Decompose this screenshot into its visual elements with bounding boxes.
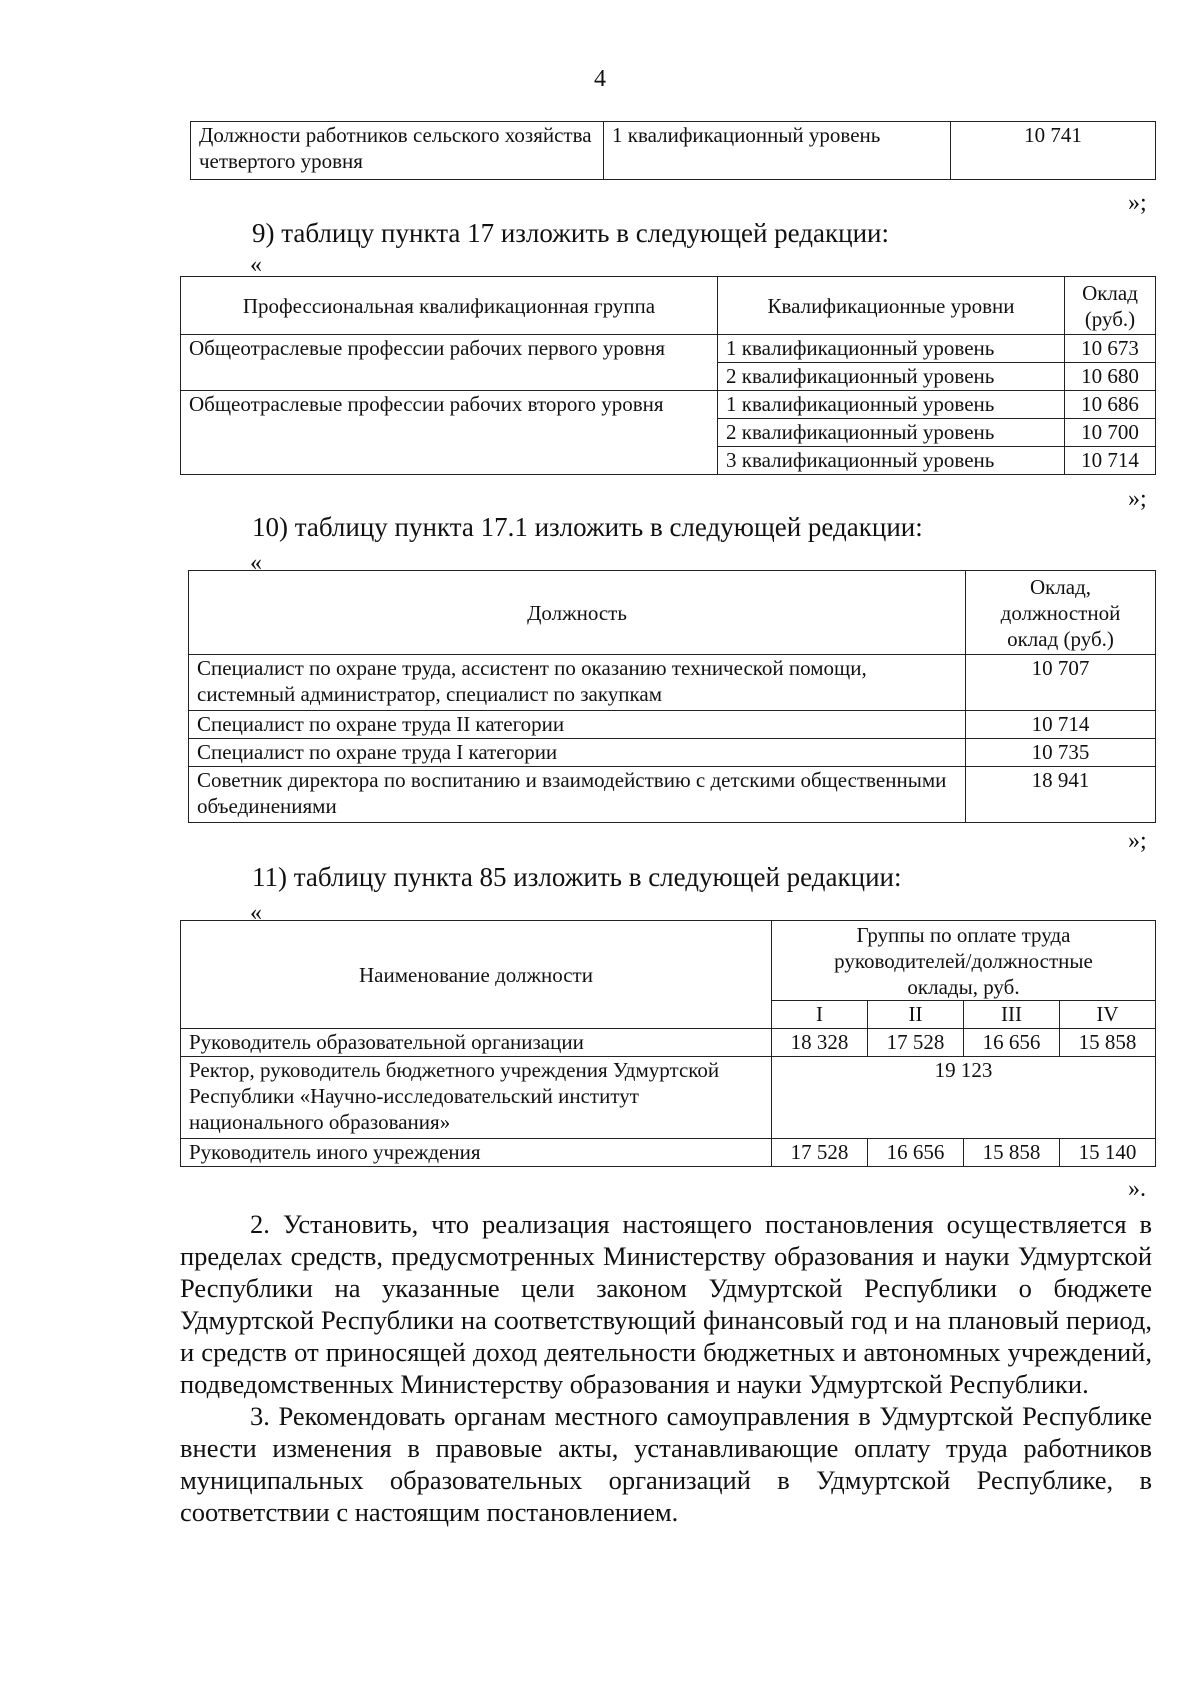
position-cell: Советник директора по воспитанию и взаимодействию с детскими общественными объединениями	[189, 767, 966, 823]
name-cell: Ректор, руководитель бюджетного учреждения Удмуртской Республики «Научно-исследовательский институт национального образования»	[181, 1057, 772, 1139]
level-cell: 2 квалификационный уровень	[718, 363, 1065, 391]
opening-quote-mark: «	[250, 550, 262, 576]
table-header-row	[181, 277, 1156, 335]
header-cell: Группы по оплате труда руководителей/должностные оклады, руб.	[772, 921, 1156, 1001]
header-cell: Наименование должности	[181, 921, 772, 1029]
table-header-row	[181, 921, 1156, 1001]
table-row	[181, 335, 1156, 363]
position-cell: Специалист по охране труда II категории	[189, 711, 966, 739]
value-cell: 15 858	[1059, 1029, 1155, 1057]
level-cell: 1 квалификационный уровень	[718, 391, 1065, 419]
salary-cell: 10 673	[1065, 335, 1156, 363]
table-row	[181, 1057, 1156, 1139]
salary-cell: 10 714	[1065, 447, 1156, 475]
header-cell: Квалификационные уровни	[718, 277, 1065, 335]
value-cell: 15 140	[1059, 1139, 1155, 1167]
continuation-table	[190, 121, 1156, 180]
table-header-row	[189, 571, 1156, 655]
salary-cell: 10 707	[966, 655, 1156, 711]
level-cell: 2 квалификационный уровень	[718, 419, 1065, 447]
group-header-cell: II	[867, 1001, 963, 1029]
table-cell: 10 741	[951, 122, 1156, 180]
item10-heading: 10) таблицу пункта 17.1 изложить в следующей редакции:	[252, 512, 923, 542]
table-row	[181, 391, 1156, 419]
group-header-cell: I	[772, 1001, 868, 1029]
item10-table	[188, 570, 1156, 823]
closing-quote-mark: »;	[1128, 828, 1147, 854]
table-row	[181, 1139, 1156, 1167]
header-cell: Должность	[189, 571, 966, 655]
salary-cell: 10 680	[1065, 363, 1156, 391]
value-cell: 16 656	[867, 1139, 963, 1167]
salary-cell: 10 714	[966, 711, 1156, 739]
salary-cell: 18 941	[966, 767, 1156, 823]
name-cell: Руководитель иного учреждения	[181, 1139, 772, 1167]
table-row	[189, 711, 1156, 739]
table-row	[189, 655, 1156, 711]
item11-table	[180, 920, 1156, 1167]
paragraph-2: 2. Установить, что реализация настоящего постановления осуществляется в пределах средств, предусмотренных Министерству образования и науки Удмуртской Республики на указанные цели законом Удмуртской Республики о бюджете Удмуртской Республики на соответствующий финансовый год и на плановый период, и средств от приносящей доход деятельности бюджетных и автономных учреждений, подведомственных Министерству образования и науки Удмуртской Республики.	[180, 1209, 1152, 1399]
level-cell: 3 квалификационный уровень	[718, 447, 1065, 475]
header-cell: Оклад (руб.)	[1065, 277, 1156, 335]
group-cell: Общеотраслевые профессии рабочих второго уровня	[181, 391, 718, 475]
closing-quote-mark: ».	[1128, 1176, 1146, 1202]
table-cell: 1 квалификационный уровень	[604, 122, 951, 180]
opening-quote-mark: «	[250, 900, 262, 926]
paragraph-3: 3. Рекомендовать органам местного самоуправления в Удмуртской Республике внести изменения в правовые акты, устанавливающие оплату труда работников муниципальных образовательных организаций в Удмуртской Республике, в соответствии с настоящим постановлением.	[180, 1401, 1152, 1527]
value-cell: 18 328	[772, 1029, 868, 1057]
table-row	[189, 767, 1156, 823]
salary-cell: 10 735	[966, 739, 1156, 767]
position-cell: Специалист по охране труда, ассистент по оказанию технической помощи, системный администратор, специалист по закупкам	[189, 655, 966, 711]
salary-cell: 10 700	[1065, 419, 1156, 447]
group-header-cell: IV	[1059, 1001, 1155, 1029]
table-row	[189, 739, 1156, 767]
group-header-cell: III	[963, 1001, 1059, 1029]
level-cell: 1 квалификационный уровень	[718, 335, 1065, 363]
closing-quote-mark: »;	[1128, 190, 1147, 216]
closing-quote-mark: »;	[1128, 486, 1147, 512]
item11-heading: 11) таблицу пункта 85 изложить в следующей редакции:	[252, 862, 902, 892]
position-cell: Специалист по охране труда I категории	[189, 739, 966, 767]
opening-quote-mark: «	[250, 252, 262, 278]
page-number: 4	[594, 66, 606, 92]
table-row	[181, 1029, 1156, 1057]
salary-cell: 10 686	[1065, 391, 1156, 419]
header-cell: Оклад, должностной оклад (руб.)	[966, 571, 1156, 655]
value-cell: 16 656	[963, 1029, 1059, 1057]
table-cell: Должности работников сельского хозяйства четвертого уровня	[191, 122, 604, 180]
value-cell: 17 528	[772, 1139, 868, 1167]
value-cell: 15 858	[963, 1139, 1059, 1167]
item9-table	[180, 276, 1156, 475]
group-cell: Общеотраслевые профессии рабочих первого уровня	[181, 335, 718, 391]
table-row	[191, 122, 1156, 180]
body-paragraphs	[180, 1208, 1152, 1528]
value-cell: 17 528	[867, 1029, 963, 1057]
header-cell: Профессиональная квалификационная группа	[181, 277, 718, 335]
value-cell: 19 123	[772, 1057, 1156, 1139]
name-cell: Руководитель образовательной организации	[181, 1029, 772, 1057]
item9-heading: 9) таблицу пункта 17 изложить в следующей редакции:	[252, 218, 889, 248]
